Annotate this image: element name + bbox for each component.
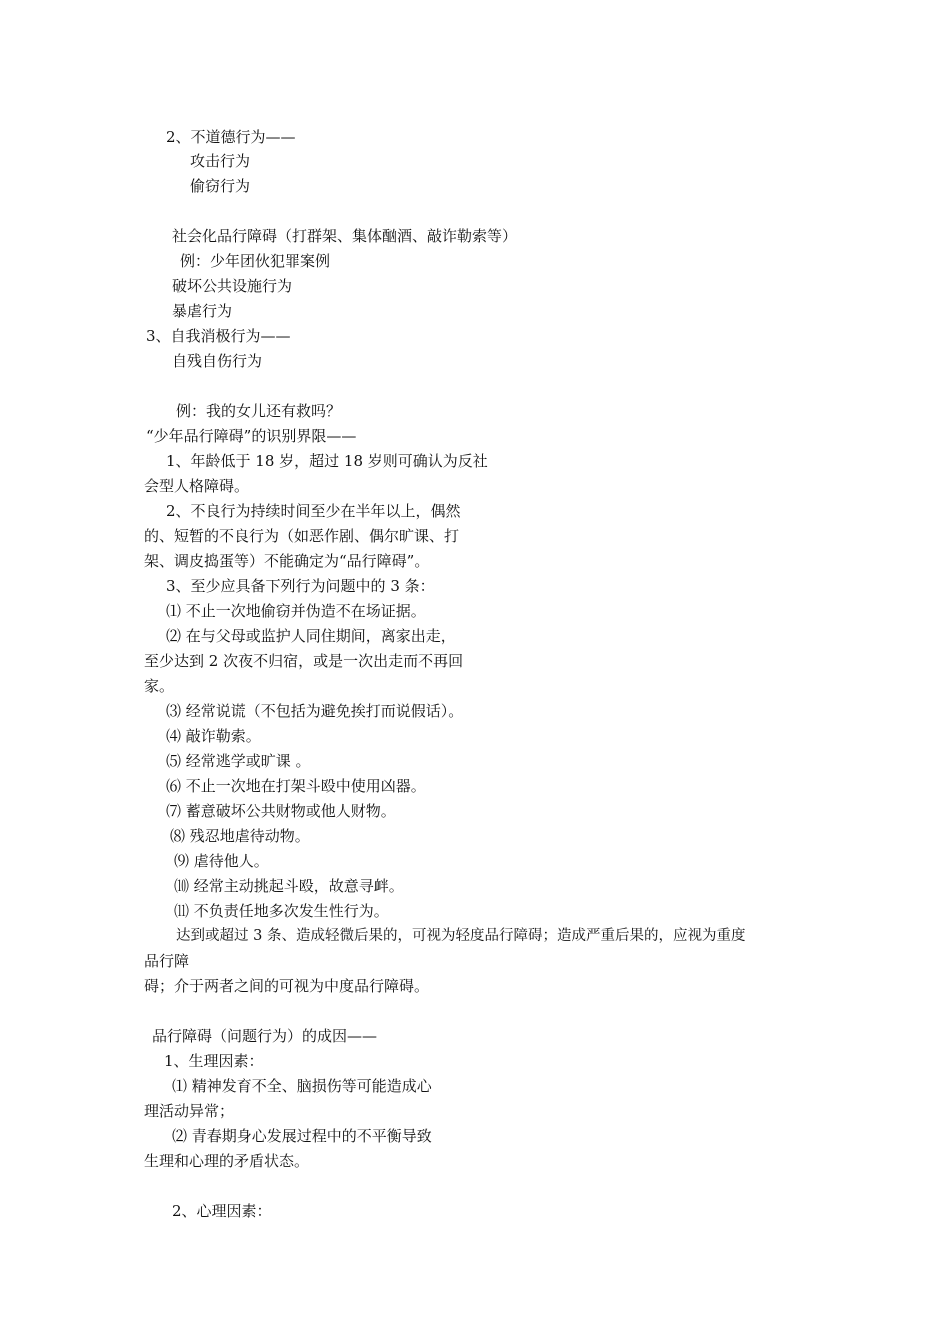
list-item: ⑹ 不止一次地在打架斗殴中使用凶器。 xyxy=(166,777,426,795)
list-item: ⑻ 残忍地虐待动物。 xyxy=(170,827,310,845)
list-item: ⑵ 在与父母或监护人同住期间，离家出走， xyxy=(166,627,456,645)
text-line: 偷窃行为 xyxy=(190,177,251,195)
text-line: 3、至少应具备下列行为问题中的 3 条： xyxy=(166,577,435,595)
heading-identification-criteria: “少年品行障碍”的识别界限—— xyxy=(146,427,357,445)
text-line: 会型人格障碍。 xyxy=(144,477,250,495)
text-line: 例：我的女儿还有救吗？ xyxy=(176,402,342,420)
text-line: 2、不良行为持续时间至少在半年以上，偶然 xyxy=(166,502,461,520)
list-item: ⑶ 经常说谎（不包括为避免挨打而说假话）。 xyxy=(166,702,464,720)
text-line: 自残自伤行为 xyxy=(172,352,263,370)
list-item: ⑼ 虐待他人。 xyxy=(174,852,269,870)
text-line: 破坏公共设施行为 xyxy=(172,277,293,295)
list-item: ⑴ 精神发育不全、脑损伤等可能造成心 xyxy=(172,1077,432,1095)
list-item: ⑺ 蓄意破坏公共财物或他人财物。 xyxy=(166,802,396,820)
heading-physiological-factors: 1、生理因素： xyxy=(164,1052,264,1070)
text-line: 家。 xyxy=(144,677,175,695)
text-line: 架、调皮捣蛋等）不能确定为“品行障碍”。 xyxy=(144,552,430,570)
text-line: 至少达到 2 次夜不归宿，或是一次出走而不再回 xyxy=(144,652,464,670)
list-item: ⑽ 经常主动挑起斗殴，故意寻衅。 xyxy=(174,877,404,895)
text-line: 达到或超过 3 条、造成轻微后果的，可视为轻度品行障碍；造成严重后果的，应视为重度 xyxy=(176,928,746,944)
heading-self-negative-behavior: 3、自我消极行为—— xyxy=(146,327,291,345)
text-line: 例：少年团伙犯罪案例 xyxy=(180,252,331,270)
text-line: 的、短暂的不良行为（如恶作剧、偶尔旷课、打 xyxy=(144,527,460,545)
list-item: ⑸ 经常逃学或旷课 。 xyxy=(166,752,311,770)
text-line: 碍；介于两者之间的可视为中度品行障碍。 xyxy=(144,977,430,995)
list-item: ⑴ 不止一次地偷窃并伪造不在场证据。 xyxy=(166,602,426,620)
text-line: 攻击行为 xyxy=(190,152,251,170)
heading-psychological-factors: 2、心理因素： xyxy=(172,1202,272,1220)
text-line: 品行障 xyxy=(144,952,190,970)
list-item: ⑷ 敲诈勒索。 xyxy=(166,727,261,745)
list-item: ⑾ 不负责任地多次发生性行为。 xyxy=(174,902,389,920)
heading-causes: 品行障碍（问题行为）的成因—— xyxy=(152,1027,378,1045)
list-item: ⑵ 青春期身心发展过程中的不平衡导致 xyxy=(172,1127,432,1145)
heading-immoral-behavior: 2、不道德行为—— xyxy=(166,128,296,146)
text-line: 1、年龄低于 18 岁，超过 18 岁则可确认为反社 xyxy=(166,452,488,470)
text-line: 社会化品行障碍（打群架、集体酗酒、敲诈勒索等） xyxy=(172,227,518,245)
text-line: 暴虐行为 xyxy=(172,302,233,320)
text-line: 理活动异常； xyxy=(144,1102,235,1120)
text-line: 生理和心理的矛盾状态。 xyxy=(144,1152,310,1170)
